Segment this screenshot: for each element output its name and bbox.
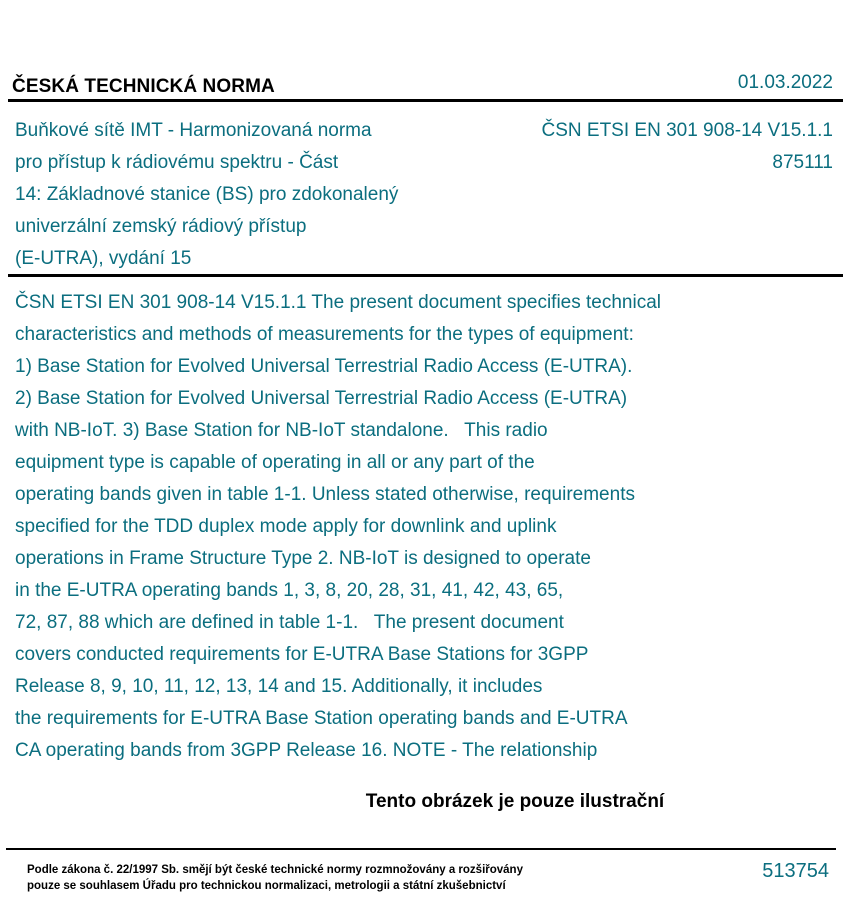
header-divider [8,99,843,102]
abstract-line: with NB-IoT. 3) Base Station for NB-IoT standalone. This radio [15,420,548,441]
abstract-line: ČSN ETSI EN 301 908-14 V15.1.1 The present document specifies technical [15,292,662,313]
title-line: univerzální zemský rádiový přístup [15,216,307,237]
abstract-line: operations in Frame Structure Type 2. NB-IoT is designed to operate [15,548,591,569]
abstract-line: 72, 87, 88 which are defined in table 1-1. The present document [15,612,564,633]
title-line: Buňkové sítě IMT - Harmonizovaná norma [15,120,372,141]
abstract-line: 1) Base Station for Evolved Universal Terrestrial Radio Access (E-UTRA). [15,356,633,377]
abstract-line: the requirements for E-UTRA Base Station operating bands and E-UTRA [15,708,628,729]
abstract-line: equipment type is capable of operating in all or any part of the [15,452,535,473]
standard-title [15,115,475,275]
abstract-line: specified for the TDD duplex mode apply for downlink and uplink [15,516,557,537]
document-number: 513754 [762,860,829,882]
classification-code: 875111 [772,152,833,173]
standard-designation: ČSN ETSI EN 301 908-14 V15.1.1 [541,120,833,141]
publication-date: 01.03.2022 [737,72,833,93]
legal-notice [27,862,523,894]
abstract-line: 2) Base Station for Evolved Universal Terrestrial Radio Access (E-UTRA) [15,388,628,409]
designation-block [542,115,834,179]
title-line: 14: Základnové stanice (BS) pro zdokonalený [15,184,399,205]
abstract-line: characteristics and methods of measurements for the types of equipment: [15,324,634,345]
abstract-line: operating bands given in table 1-1. Unless stated otherwise, requirements [15,484,635,505]
title-line: pro přístup k rádiovému spektru - Část [15,152,339,173]
abstract-line: covers conducted requirements for E-UTRA Base Stations for 3GPP [15,644,589,665]
legal-line: Podle zákona č. 22/1997 Sb. smějí být české technické normy rozmnožovány a rozšiřovány [27,864,523,876]
footer-divider [6,848,836,850]
abstract-line: CA operating bands from 3GPP Release 16. NOTE - The relationship [15,740,598,761]
title-divider [8,274,843,277]
illustration-note: Tento obrázek je pouze ilustrační [365,791,665,812]
abstract-line: in the E-UTRA operating bands 1, 3, 8, 20, 28, 31, 41, 42, 43, 65, [15,580,564,601]
title-line: (E-UTRA), vydání 15 [15,248,192,269]
abstract-text [15,287,775,767]
legal-line: pouze se souhlasem Úřadu pro technickou normalizaci, metrologii a státní zkušebnictví [27,880,506,892]
standard-type-heading: ČESKÁ TECHNICKÁ NORMA [12,76,275,97]
abstract-line: Release 8, 9, 10, 11, 12, 13, 14 and 15. Additionally, it includes [15,676,543,697]
